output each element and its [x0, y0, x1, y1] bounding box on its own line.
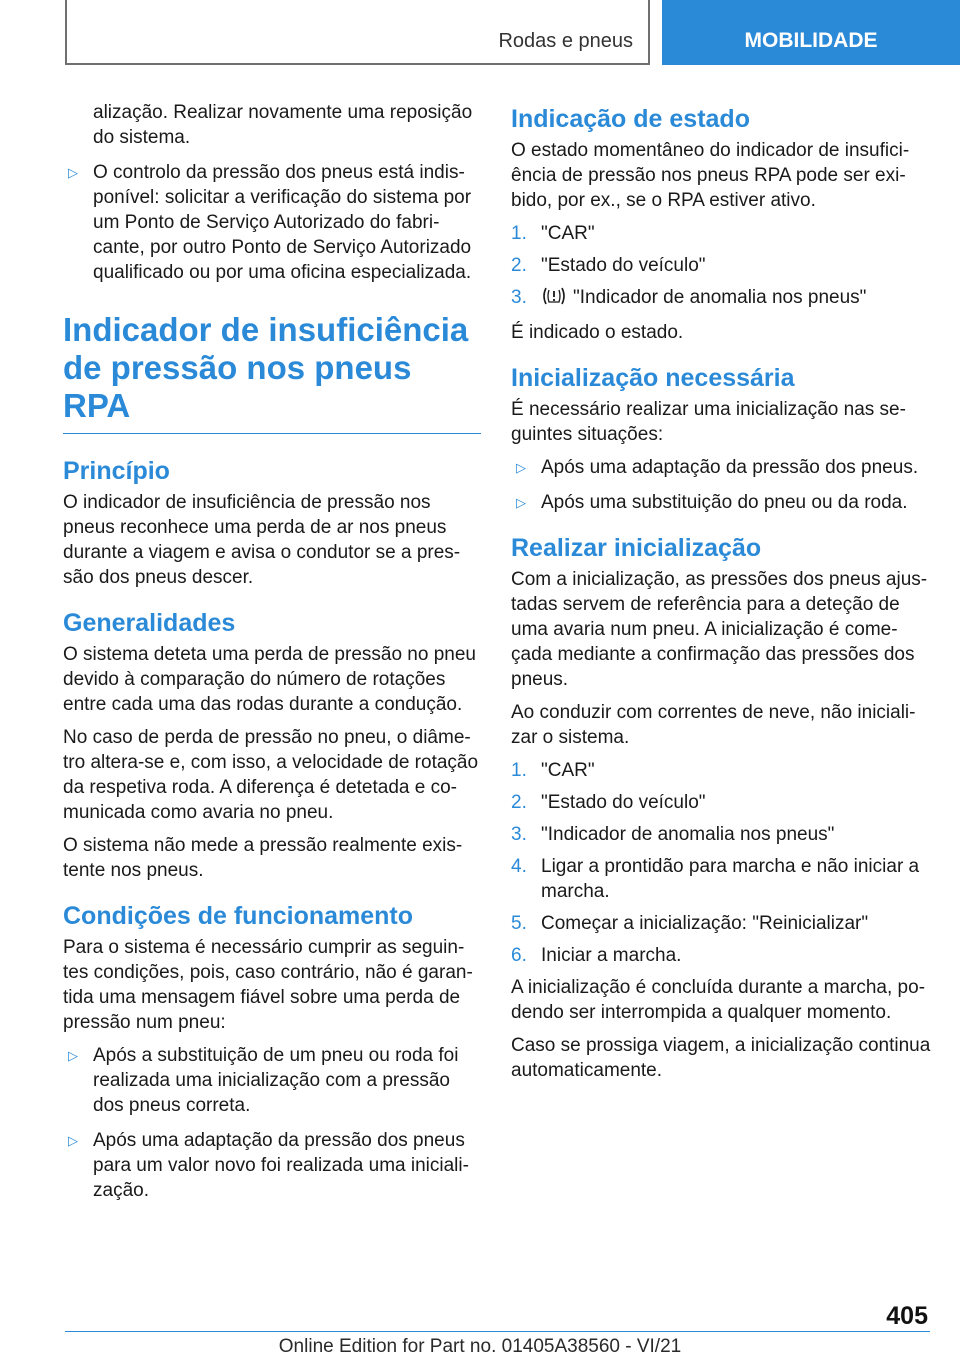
header-section-box	[65, 0, 650, 65]
paragraph: Para o sistema é necessário cumprir as seguintes condições, pois, caso contrário, não é garantida uma mensagem fiável sobre uma perda de pressão num pneu:	[63, 937, 473, 1033]
step-text: Começar a inicialização: "Reinicializar"	[541, 913, 869, 934]
footer-divider	[65, 1331, 930, 1332]
heading-indicacao-estado: Indicação de estado	[511, 105, 750, 133]
step-text: Iniciar a marcha.	[541, 945, 682, 966]
step-text: "CAR"	[541, 760, 595, 781]
step-text: "Estado do veículo"	[541, 255, 706, 276]
numbered-item	[511, 253, 931, 278]
step-number: 2.	[511, 255, 527, 276]
tire-warning-icon	[541, 286, 567, 313]
section-title: Indicador de insuficiência de pressão nos pneus RPA	[63, 311, 481, 434]
header-chapter-tab: MOBILIDADE	[662, 0, 960, 65]
numbered-item	[511, 790, 931, 815]
numbered-item	[511, 822, 931, 847]
step-number: 4.	[511, 856, 527, 877]
paragraph: A inicialização é concluída durante a marcha, podendo ser interrompida a qualquer momento.	[511, 977, 926, 1023]
bullet-text: O controlo da pressão dos pneus está indisponível: solicitar a verificação do sistema por um Ponto de Serviço Autorizado do fabricante, por outro Ponto de Serviço Autorizado qualificado ou por uma oficina especializada.	[93, 162, 472, 283]
left-column	[63, 100, 481, 1213]
paragraph: Com a inicialização, as pressões dos pneus ajustadas servem de referência para a deteção de uma avaria num pneu. A inicialização é começada mediante a confirmação das pressões dos pneus.	[511, 569, 928, 690]
heading-principio: Princípio	[63, 457, 170, 485]
numbered-item	[511, 221, 931, 246]
bullet-item	[63, 1128, 481, 1203]
step-text: "CAR"	[541, 223, 595, 244]
step-number: 1.	[511, 760, 527, 781]
step-number: 6.	[511, 945, 527, 966]
step-text: "Indicador de anomalia nos pneus"	[573, 287, 867, 308]
step-number: 2.	[511, 792, 527, 813]
bullet-text: Após uma adaptação da pressão dos pneus.	[541, 457, 919, 478]
header-section-title: Rodas e pneus	[498, 30, 633, 52]
bullet-triangle-icon: ▷	[516, 460, 526, 475]
step-number: 3.	[511, 287, 527, 308]
paragraph: É necessário realizar uma inicialização nas seguintes situações:	[511, 399, 906, 445]
bullet-item	[511, 455, 931, 480]
step-text: Ligar a prontidão para marcha e não iniciar a marcha.	[541, 856, 920, 902]
step-number: 5.	[511, 913, 527, 934]
paragraph: No caso de perda de pressão no pneu, o diâmetro altera-se e, com isso, a velocidade de rotação da respetiva roda. A diferença é detetada e comunicada como avaria no pneu.	[63, 727, 479, 823]
numbered-item	[511, 943, 931, 968]
bullet-item	[63, 1043, 481, 1118]
paragraph: Ao conduzir com correntes de neve, não inicializar o sistema.	[511, 702, 916, 748]
page-number: 405	[886, 1302, 928, 1330]
bullet-item	[511, 490, 931, 515]
footer-edition-text: Online Edition for Part no. 01405A38560 - VI/21	[278, 1336, 682, 1357]
numbered-item	[511, 285, 931, 313]
heading-realizar-inicializacao: Realizar inicialização	[511, 534, 762, 562]
numbered-item	[511, 911, 931, 936]
continued-bullet-text: alização. Realizar novamente uma reposição do sistema.	[93, 102, 473, 148]
heading-inicializacao-necessaria: Inicialização necessária	[511, 364, 795, 392]
step-text: "Estado do veículo"	[541, 792, 706, 813]
paragraph: É indicado o estado.	[511, 322, 684, 343]
bullet-text: Após a substituição de um pneu ou roda foi realizada uma inicialização com a pressão dos pneus correta.	[93, 1045, 459, 1116]
bullet-text: Após uma substituição do pneu ou da roda.	[541, 492, 908, 513]
bullet-triangle-icon: ▷	[68, 165, 78, 180]
heading-condicoes: Condições de funcionamento	[63, 902, 414, 930]
paragraph: Caso se prossiga viagem, a inicialização continua automaticamente.	[511, 1035, 931, 1081]
right-column	[511, 100, 931, 1091]
step-number: 3.	[511, 824, 527, 845]
bullet-item	[63, 160, 481, 285]
numbered-item	[511, 854, 931, 904]
bullet-triangle-icon: ▷	[516, 495, 526, 510]
numbered-item	[511, 758, 931, 783]
bullet-triangle-icon: ▷	[68, 1048, 78, 1063]
heading-generalidades: Generalidades	[63, 609, 236, 637]
paragraph: O sistema não mede a pressão realmente existente nos pneus.	[63, 835, 463, 881]
step-text: "Indicador de anomalia nos pneus"	[541, 824, 835, 845]
step-number: 1.	[511, 223, 527, 244]
bullet-text: Após uma adaptação da pressão dos pneus para um valor novo foi realizada uma inicialização.	[93, 1130, 469, 1201]
bullet-triangle-icon: ▷	[68, 1133, 78, 1148]
paragraph: O indicador de insuficiência de pressão nos pneus reconhece uma perda de ar nos pneus durante a viagem e avisa o condutor se a pressão dos pneus descer.	[63, 492, 461, 588]
paragraph: O sistema deteta uma perda de pressão no pneu devido à comparação do número de rotações entre cada uma das rodas durante a condução.	[63, 644, 476, 715]
paragraph: O estado momentâneo do indicador de insuficiência de pressão nos pneus RPA pode ser exibido, por ex., se o RPA estiver ativo.	[511, 140, 910, 211]
